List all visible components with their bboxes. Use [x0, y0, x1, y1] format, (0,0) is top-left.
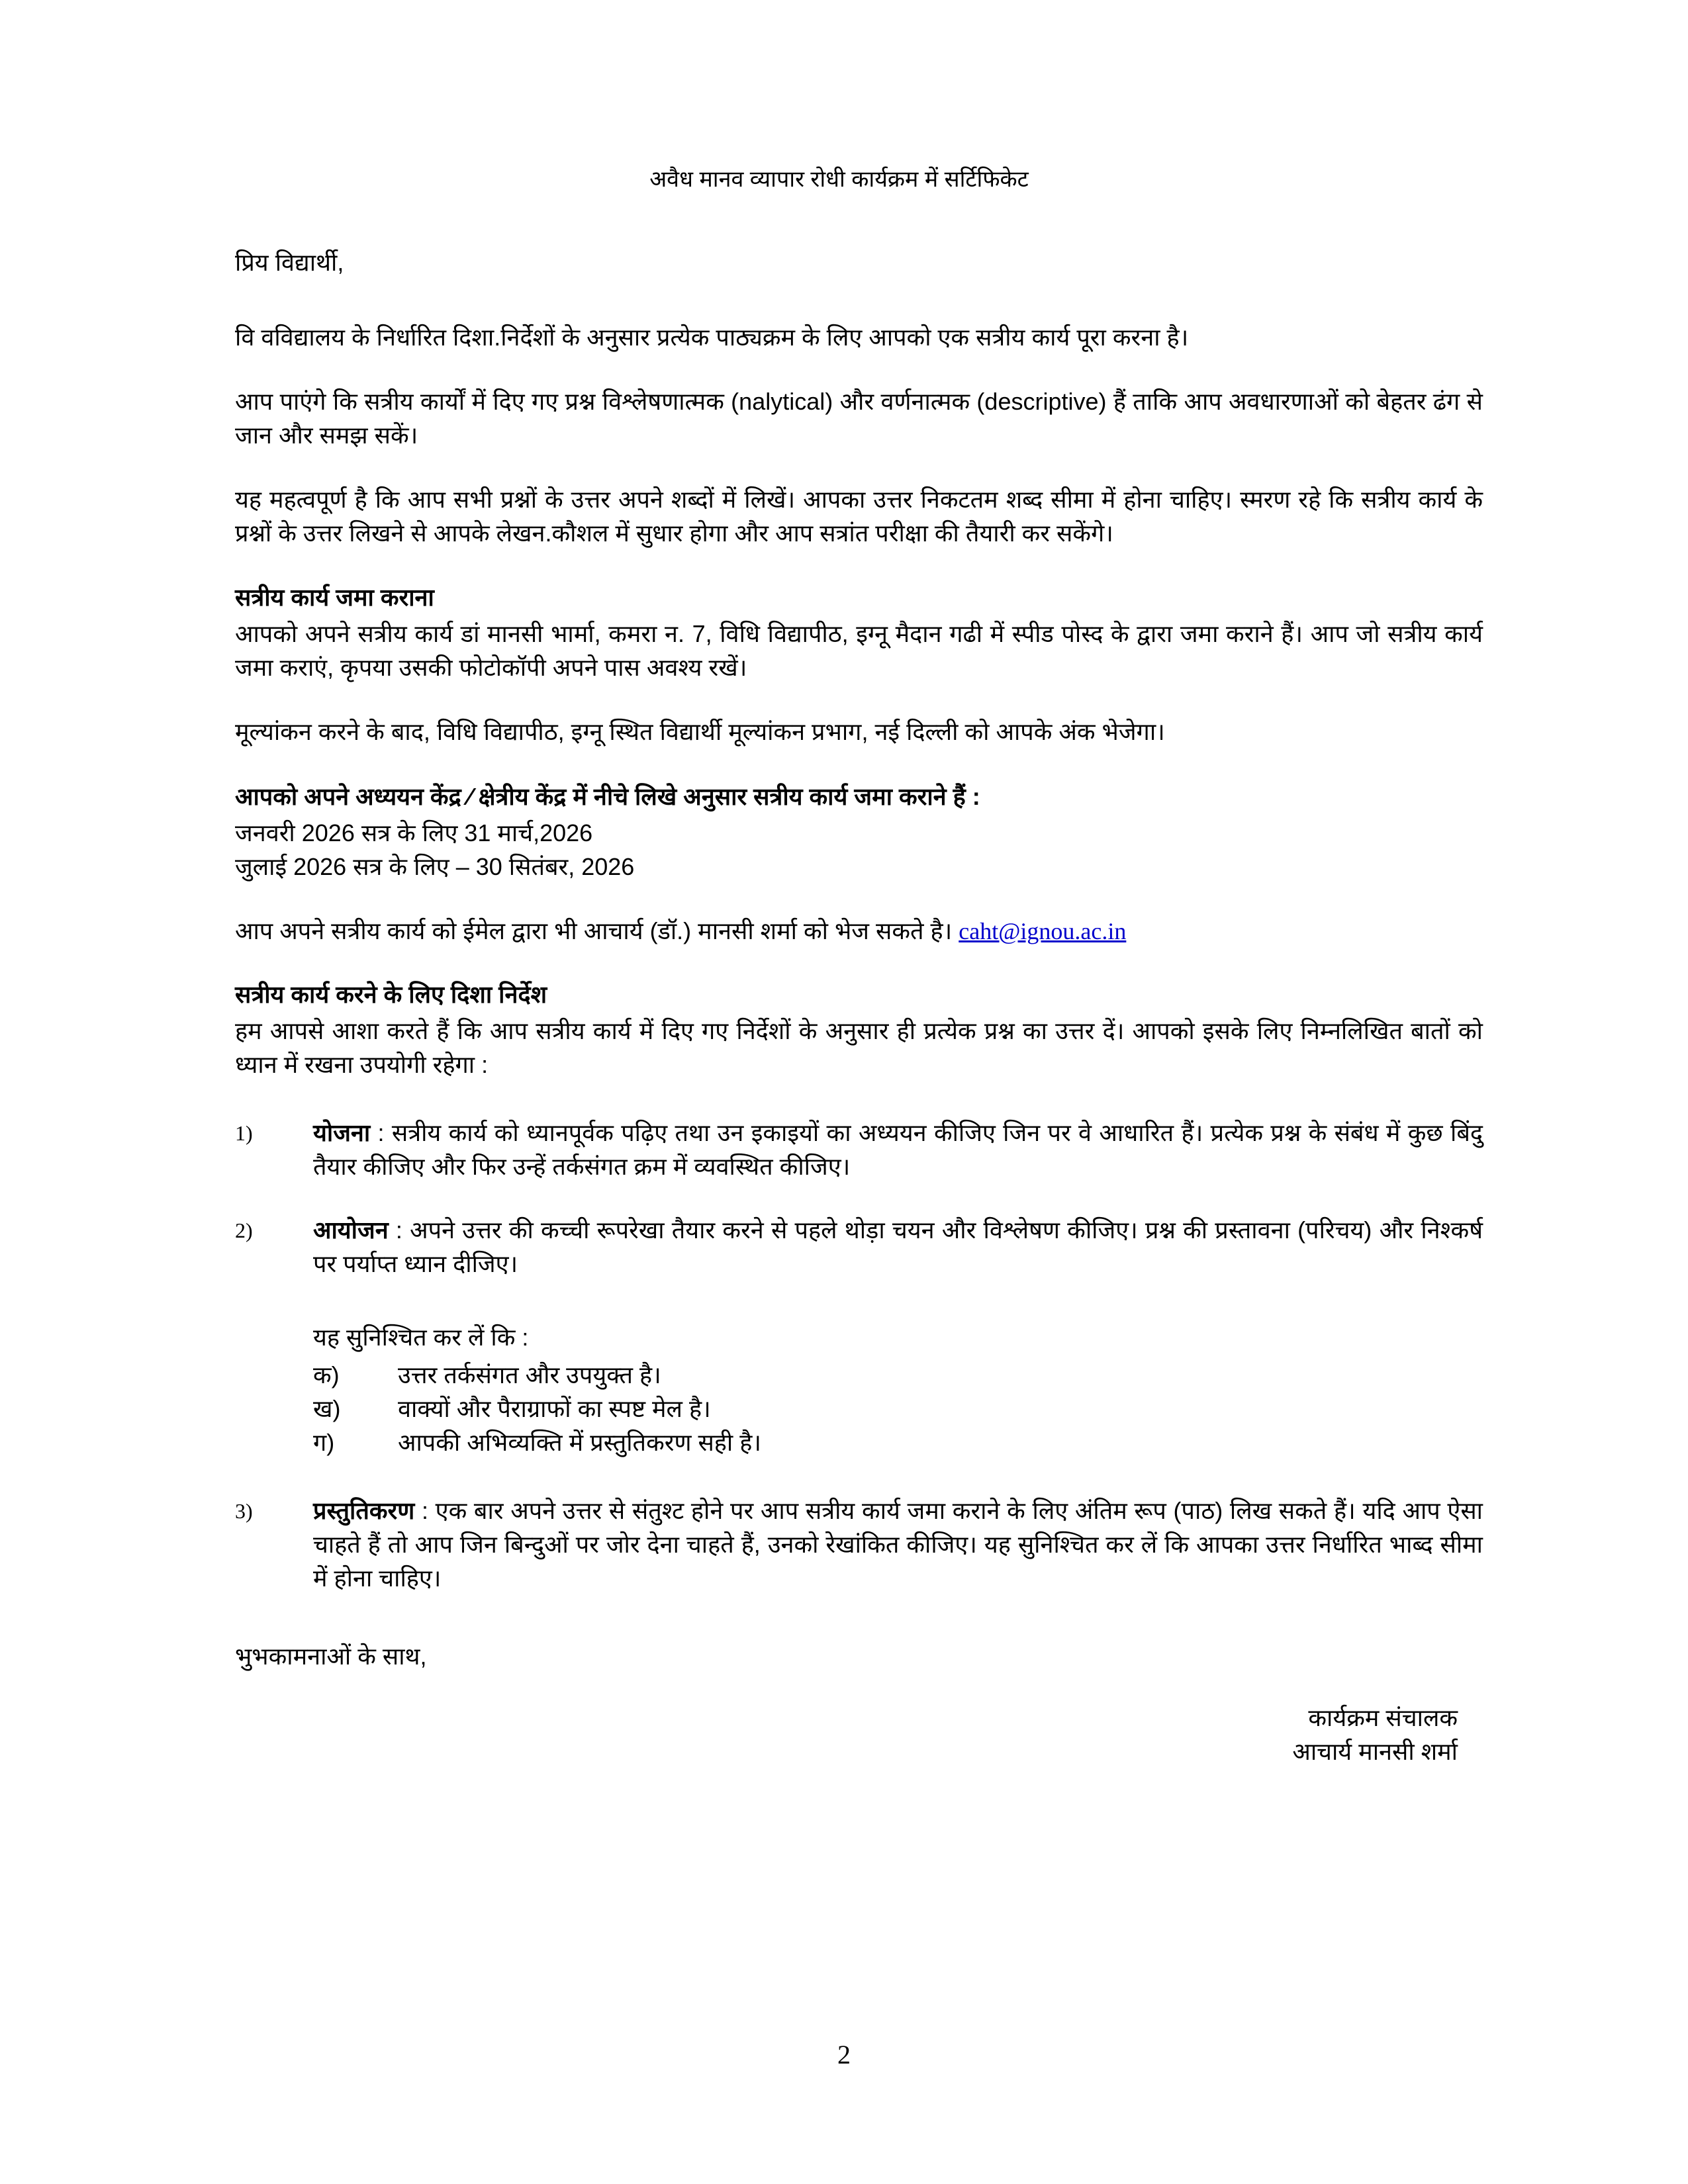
submission-date-january: जनवरी 2026 सत्र के लिए 31 मार्च,2026	[235, 819, 593, 846]
page-title: अवैध मानव व्यापार रोधी कार्यक्रम में सर्टिफिकेट	[649, 167, 1029, 192]
intro-paragraph: वि वविद्यालय के निर्धारित दिशा.निर्देशों के अनुसार प्रत्येक पाठ्यक्रम के लिए आपको एक सत्रीय कार्य पूरा करना है।	[235, 323, 1189, 351]
dates-heading: आपको अपने अध्ययन केंद्र ⁄ क्षेत्रीय केंद्र में नीचे लिखे अनुसार सत्रीय कार्य जमा कराने हैं :	[235, 782, 980, 810]
sub-list-item-text: वाक्यों और पैराग्राफों का स्पष्ट मेल है।	[398, 1395, 711, 1423]
signature-name: आचार्य मानसी शर्मा	[1292, 1737, 1458, 1765]
sub-list-item-text: आपकी अभिव्यक्ति में प्रस्तुतिकरण सही है।	[398, 1429, 762, 1457]
guidelines-heading: सत्रीय कार्य करने के लिए दिशा निर्देश	[235, 981, 547, 1009]
signature-title: कार्यक्रम संचालक	[1308, 1704, 1458, 1731]
submission-date-july: जुलाई 2026 सत्र के लिए – 30 सितंबर, 2026	[235, 852, 635, 880]
list-item-label: आयोजन	[313, 1216, 389, 1244]
submission-heading: सत्रीय कार्य जमा कराना	[235, 584, 434, 612]
list-item-marker: 2)	[235, 1218, 253, 1242]
email-paragraph-text: आप अपने सत्रीय कार्य को ईमेल द्वारा भी आचार्य (डॉ.) मानसी शर्मा को भेज सकते है।	[235, 917, 959, 944]
sub-conditions-block	[313, 1320, 1483, 1459]
signature-block	[235, 1701, 1483, 1768]
sub-list-item-marker: ख)	[313, 1395, 341, 1423]
list-item	[235, 1494, 1483, 1595]
own-words-paragraph: यह महत्वपूर्ण है कि आप सभी प्रश्नों के उत्तर अपने शब्दों में लिखें। आपका उत्तर निकटतम शब्द सीमा में होना चाहिए। स्मरण रहे कि सत्रीय कार्य के प्रश्नों के उत्तर लिखने से आपके लेखन.कौशल में सुधार होगा और आप सत्रांत परीक्षा की तैयारी कर सकेंगे।	[235, 485, 1483, 547]
list-item-text: : अपने उत्तर की कच्ची रूपरेखा तैयार करने से पहले थोड़ा चयन और विश्लेषण कीजिए। प्रश्न की प्रस्तावना (परिचय) और निश्कर्ष पर पर्याप्त ध्यान दीजिए।	[313, 1216, 1483, 1277]
sub-list-item-marker: क)	[313, 1361, 340, 1388]
guidelines-intro-paragraph: हम आपसे आशा करते हैं कि आप सत्रीय कार्य में दिए गए निर्देशों के अनुसार ही प्रत्येक प्रश्न का उत्तर दें। आपको इसके लिए निम्नलिखित बातों को ध्यान में रखना उपयोगी रहेगा :	[235, 1017, 1483, 1079]
list-item	[235, 1213, 1483, 1281]
evaluation-paragraph: मूल्यांकन करने के बाद, विधि विद्यापीठ, इग्नू स्थित विद्यार्थी मूल्यांकन प्रभाग, नई दिल्ली को आपके अंक भेजेगा।	[235, 718, 1165, 746]
list-item-text: : एक बार अपने उत्तर से संतुश्ट होने पर आप सत्रीय कार्य जमा कराने के लिए अंतिम रूप (पाठ) लिख सकते हैं। यदि आप ऐसा चाहते हैं तो आप जिन बिन्दुओं पर जोर देना चाहते हैं, उनको रेखांकित कीजिए। यह सुनिश्चित कर लें कि आपका उत्तर निर्धारित भाब्द सीमा में होना चाहिए।	[313, 1497, 1483, 1592]
submission-address-paragraph: आपको अपने सत्रीय कार्य डां मानसी भार्मा, कमरा न. 7, विधि विद्यापीठ, इग्नू मैदान गढी में स्पीड पोस्द के द्वारा जमा कराने हैं। आप जो सत्रीय कार्य जमा कराएं, कृपया उसकी फोटोकॉपी अपने पास अवश्य रखें।	[235, 620, 1483, 682]
list-item	[235, 1116, 1483, 1183]
email-link[interactable]: caht@ignou.ac.in	[959, 917, 1127, 944]
sub-conditions-intro: यह सुनिश्चित कर लें कि :	[313, 1323, 529, 1351]
list-item-label: योजना	[313, 1119, 371, 1147]
sub-list-item	[313, 1392, 1483, 1426]
list-item-body	[313, 1213, 1483, 1281]
page-number: 2	[837, 2040, 851, 2070]
email-paragraph	[235, 914, 1483, 948]
question-types-paragraph: आप पाएंगे कि सत्रीय कार्यों में दिए गए प्रश्न विश्लेषणात्मक (nalytical) और वर्णनात्मक (descriptive) हैं ताकि आप अवधारणाओं को बेहतर ढंग से जान और समझ सकें।	[235, 387, 1483, 449]
list-item-marker: 1)	[235, 1121, 253, 1146]
list-item-marker: 3)	[235, 1499, 253, 1524]
guidelines-list	[235, 1116, 1483, 1595]
list-item-text: : सत्रीय कार्य को ध्यानपूर्वक पढ़िए तथा उन इकाइयों का अध्ययन कीजिए जिन पर वे आधारित हैं। प्रत्येक प्रश्न के संबंध में कुछ बिंदु तैयार कीजिए और फिर उन्हें तर्कसंगत क्रम में व्यवस्थित कीजिए।	[313, 1119, 1483, 1181]
sub-list-item-marker: ग)	[313, 1429, 335, 1457]
list-item-body	[313, 1494, 1483, 1595]
salutation-paragraph: प्रिय विद्यार्थी,	[235, 248, 344, 276]
valediction: भुभकामनाओं के साथ,	[235, 1642, 427, 1670]
sub-list-item-text: उत्तर तर्कसंगत और उपयुक्त है।	[398, 1361, 661, 1388]
list-item-body	[313, 1116, 1483, 1183]
sub-list-item	[313, 1426, 1483, 1459]
list-item-label: प्रस्तुतिकरण	[313, 1497, 415, 1525]
sub-list-item	[313, 1358, 1483, 1392]
